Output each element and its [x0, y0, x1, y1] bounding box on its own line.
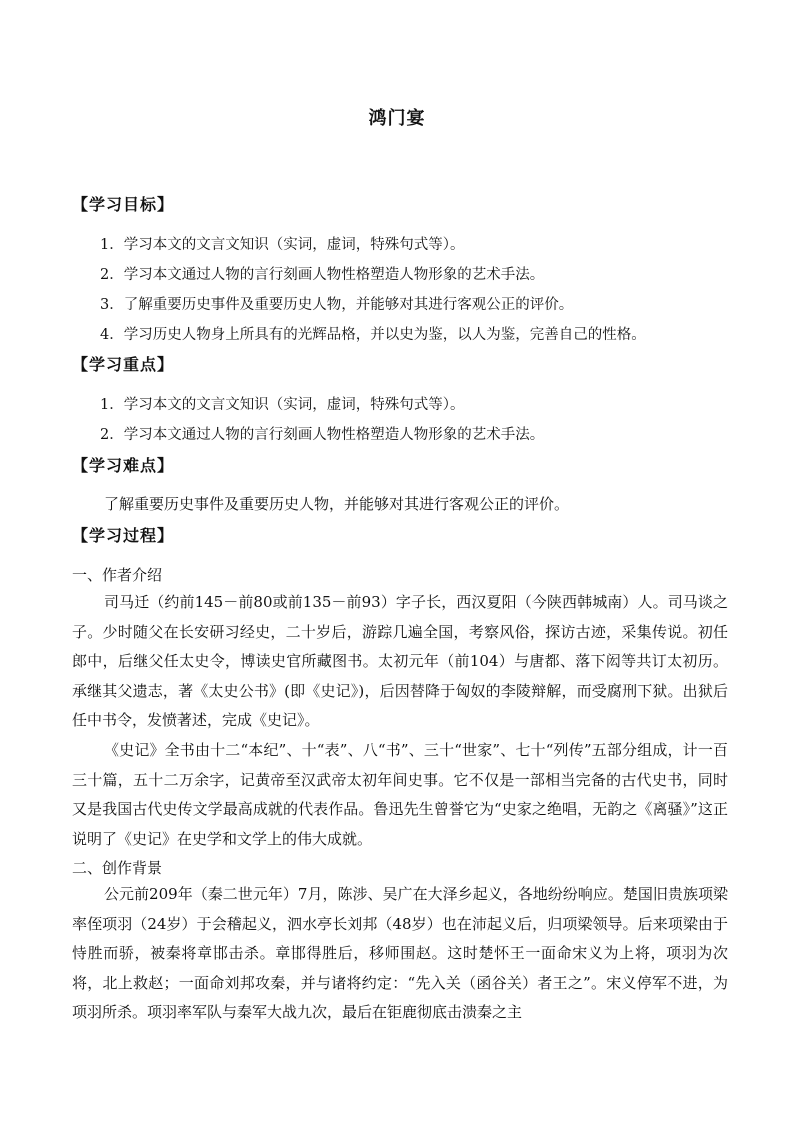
goal-item-2: 2．学习本文通过人物的言行刻画人物性格塑造人物形象的艺术手法。	[100, 267, 545, 283]
goal-item-4: 4．学习历史人物身上所具有的光辉品格，并以史为鉴，以人为鉴，完善自己的性格。	[100, 327, 646, 343]
process-heading: 【学习过程】	[72, 526, 175, 545]
background-paragraph-1: 公元前209年（秦二世元年）7月，陈涉、吴广在大泽乡起义，各地纷纷响应。楚国旧贵族项梁率侄项羽（24岁）于会稽起义，泗水亭长刘邦（48岁）也在沛起义后，归项梁领导。后来项梁由于恃胜而骄，被秦将章邯击杀。章邯得胜后，移师围赵。这时楚怀王一面命宋义为上将，项羽为次将，北上救赵；一面命刘邦攻秦，并与诸将约定：“先入关（函谷关）者王之”。宋义停军不进，为项羽所杀。项羽率军队与秦军大战九次，最后在钜鹿彻底击溃秦之主	[72, 885, 728, 1021]
goal-item-1: 1．学习本文的文言文知识（实词，虚词，特殊句式等）。	[100, 237, 465, 253]
section-background-title: 二、创作背景	[72, 859, 163, 877]
key-point-item-2: 2．学习本文通过人物的言行刻画人物性格塑造人物形象的艺术手法。	[100, 427, 545, 443]
key-points-heading: 【学习重点】	[72, 355, 175, 374]
page-title: 鸿门宴	[368, 108, 426, 129]
goal-item-3: 3．了解重要历史事件及重要历史人物，并能够对其进行客观公正的评价。	[100, 297, 574, 313]
section-author-title: 一、作者介绍	[72, 566, 163, 584]
difficulties-heading: 【学习难点】	[72, 456, 175, 475]
author-paragraph-1: 司马迁（约前145－前80或前135－前93）字子长，西汉夏阳（今陕西韩城南）人。司马谈之子。少时随父在长安研习经史，二十岁后，游踪几遍全国，考察风俗，探访古迹，采集传说。初任郎中，后继父任太史令，博读史官所藏图书。太初元年（前104）与唐都、落下闳等共订太初历。承继其父遗志，著《太史公书》(即《史记》)，后因替降于匈奴的李陵辩解，而受腐刑下狱。出狱后任中书令，发愤著述，完成《史记》。	[72, 593, 728, 729]
author-paragraph-2: 《史记》全书由十二“本纪”、十“表”、八“书”、三十“世家”、七十“列传”五部分组成，计一百三十篇，五十二万余字，记黄帝至汉武帝太初年间史事。它不仅是一部相当完备的古代史书，同时又是我国古代史传文学最高成就的代表作品。鲁迅先生曾誉它为“史家之绝唱，无韵之《离骚》”这正说明了《史记》在史学和文学上的伟大成就。	[72, 741, 728, 848]
goals-heading: 【学习目标】	[72, 195, 175, 214]
key-point-item-1: 1．学习本文的文言文知识（实词，虚词，特殊句式等）。	[100, 397, 465, 413]
difficulties-text: 了解重要历史事件及重要历史人物，并能够对其进行客观公正的评价。	[104, 495, 570, 513]
